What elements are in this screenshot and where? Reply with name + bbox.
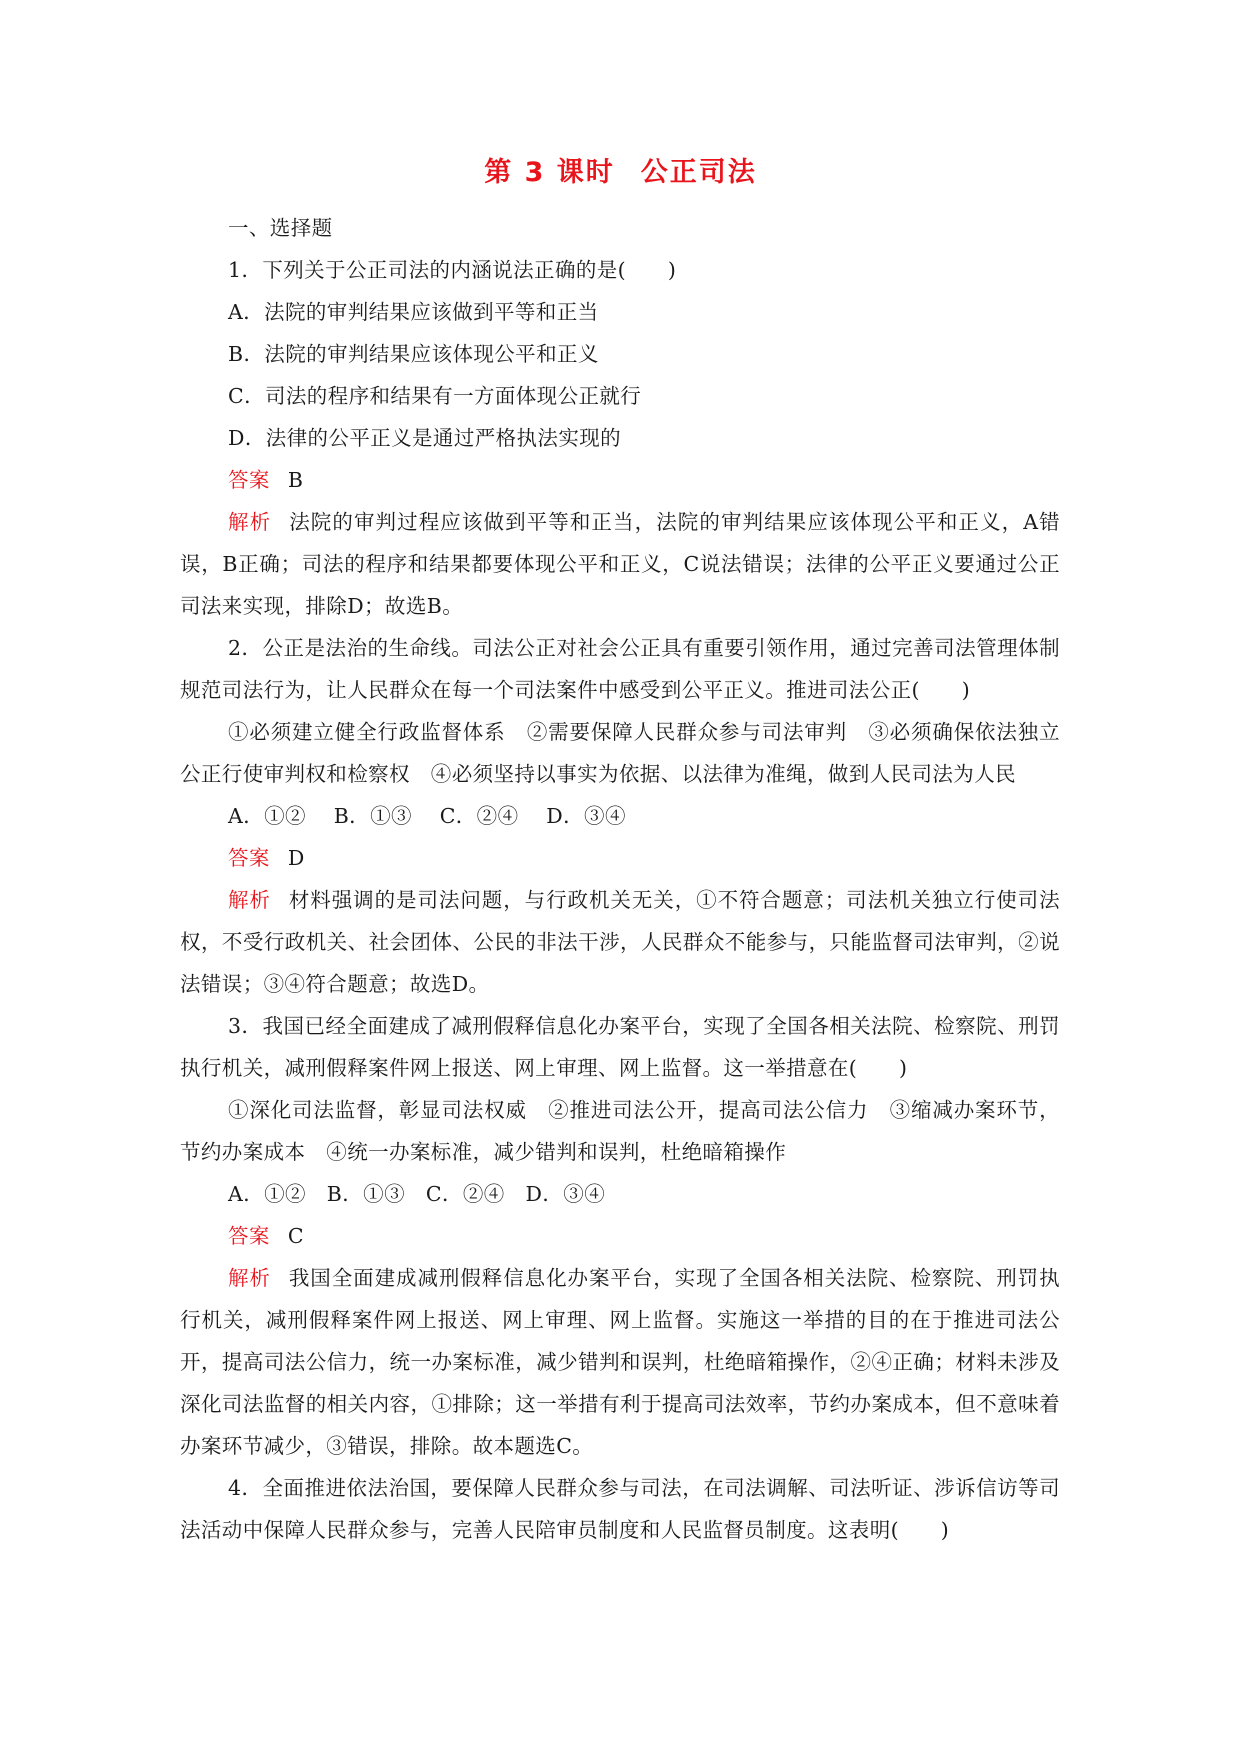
question-4 — [180, 1467, 1060, 1551]
analysis-label: 解析 — [228, 1266, 271, 1290]
section-heading: 一、选择题 — [228, 216, 333, 240]
analysis-line — [180, 1257, 1060, 1467]
analysis-line — [180, 879, 1060, 1005]
answer-value: B — [287, 468, 304, 492]
answer-value: D — [287, 846, 305, 870]
answer-line — [180, 837, 1060, 879]
title-topic: 公正司法 — [640, 157, 757, 188]
title-lesson: 第 3 课时 — [484, 157, 615, 188]
analysis-label: 解析 — [228, 510, 272, 534]
question-1 — [180, 249, 1060, 627]
question-stem: 4．全面推进依法治国，要保障人民群众参与司法，在司法调解、司法听证、涉诉信访等司法活动中保障人民群众参与，完善人民陪审员制度和人民监督员制度。这表明( ) — [180, 1476, 1060, 1542]
analysis-line — [180, 501, 1060, 627]
option-b: B．法院的审判结果应该体现公平和正义 — [228, 342, 599, 366]
question-statements: ①必须建立健全行政监督体系 ②需要保障人民群众参与司法审判 ③必须确保依法独立公正行使审判权和检察权 ④必须坚持以事实为依据、以法律为准绳，做到人民司法为人民 — [180, 720, 1060, 786]
question-stem: 2．公正是法治的生命线。司法公正对社会公正具有重要引领作用，通过完善司法管理体制规范司法行为，让人民群众在每一个司法案件中感受到公平正义。推进司法公正( ) — [180, 636, 1060, 702]
answer-label: 答案 — [228, 468, 270, 492]
answer-line — [180, 1215, 1060, 1257]
question-2 — [180, 627, 1060, 1005]
page-title — [0, 150, 1241, 189]
option-a: A．法院的审判结果应该做到平等和正当 — [228, 300, 599, 324]
answer-value: C — [287, 1224, 304, 1248]
answer-line — [180, 459, 1060, 501]
question-stem: 3．我国已经全面建成了减刑假释信息化办案平台，实现了全国各相关法院、检察院、刑罚执行机关，减刑假释案件网上报送、网上审理、网上监督。这一举措意在( ) — [180, 1014, 1060, 1080]
answer-label: 答案 — [228, 1224, 270, 1248]
option-c: C．司法的程序和结果有一方面体现公正就行 — [228, 384, 642, 408]
analysis-text: 材料强调的是司法问题，与行政机关无关，①不符合题意；司法机关独立行使司法权，不受行政机关、社会团体、公民的非法干涉，人民群众不能参与，只能监督司法审判，②说法错误；③④符合题意；故选D。 — [180, 888, 1060, 996]
answer-label: 答案 — [228, 846, 270, 870]
analysis-label: 解析 — [228, 888, 271, 912]
question-stem: 1．下列关于公正司法的内涵说法正确的是( ) — [228, 258, 677, 282]
option-d: D．法律的公平正义是通过严格执法实现的 — [228, 426, 622, 450]
analysis-text: 法院的审判过程应该做到平等和正当，法院的审判结果应该体现公平和正义，A错误，B正确；司法的程序和结果都要体现公平和正义，C说法错误；法律的公平正义要通过公正司法来实现，排除D；故选B。 — [180, 510, 1060, 618]
analysis-text: 我国全面建成减刑假释信息化办案平台，实现了全国各相关法院、检察院、刑罚执行机关，减刑假释案件网上报送、网上审理、网上监督。实施这一举措的目的在于推进司法公开，提高司法公信力，统一办案标准，减少错判和误判，杜绝暗箱操作，②④正确；材料未涉及深化司法监督的相关内容，①排除；这一举措有利于提高司法效率，节约办案成本，但不意味着办案环节减少，③错误，排除。故本题选C。 — [180, 1266, 1060, 1458]
options-line: A．①② B．①③ C．②④ D．③④ — [228, 1182, 606, 1206]
options-line: A．①② B．①③ C．②④ D．③④ — [228, 804, 626, 828]
document-body — [180, 207, 1060, 1551]
question-statements: ①深化司法监督，彰显司法权威 ②推进司法公开，提高司法公信力 ③缩减办案环节，节约办案成本 ④统一办案标准，减少错判和误判，杜绝暗箱操作 — [180, 1098, 1060, 1164]
question-3 — [180, 1005, 1060, 1467]
